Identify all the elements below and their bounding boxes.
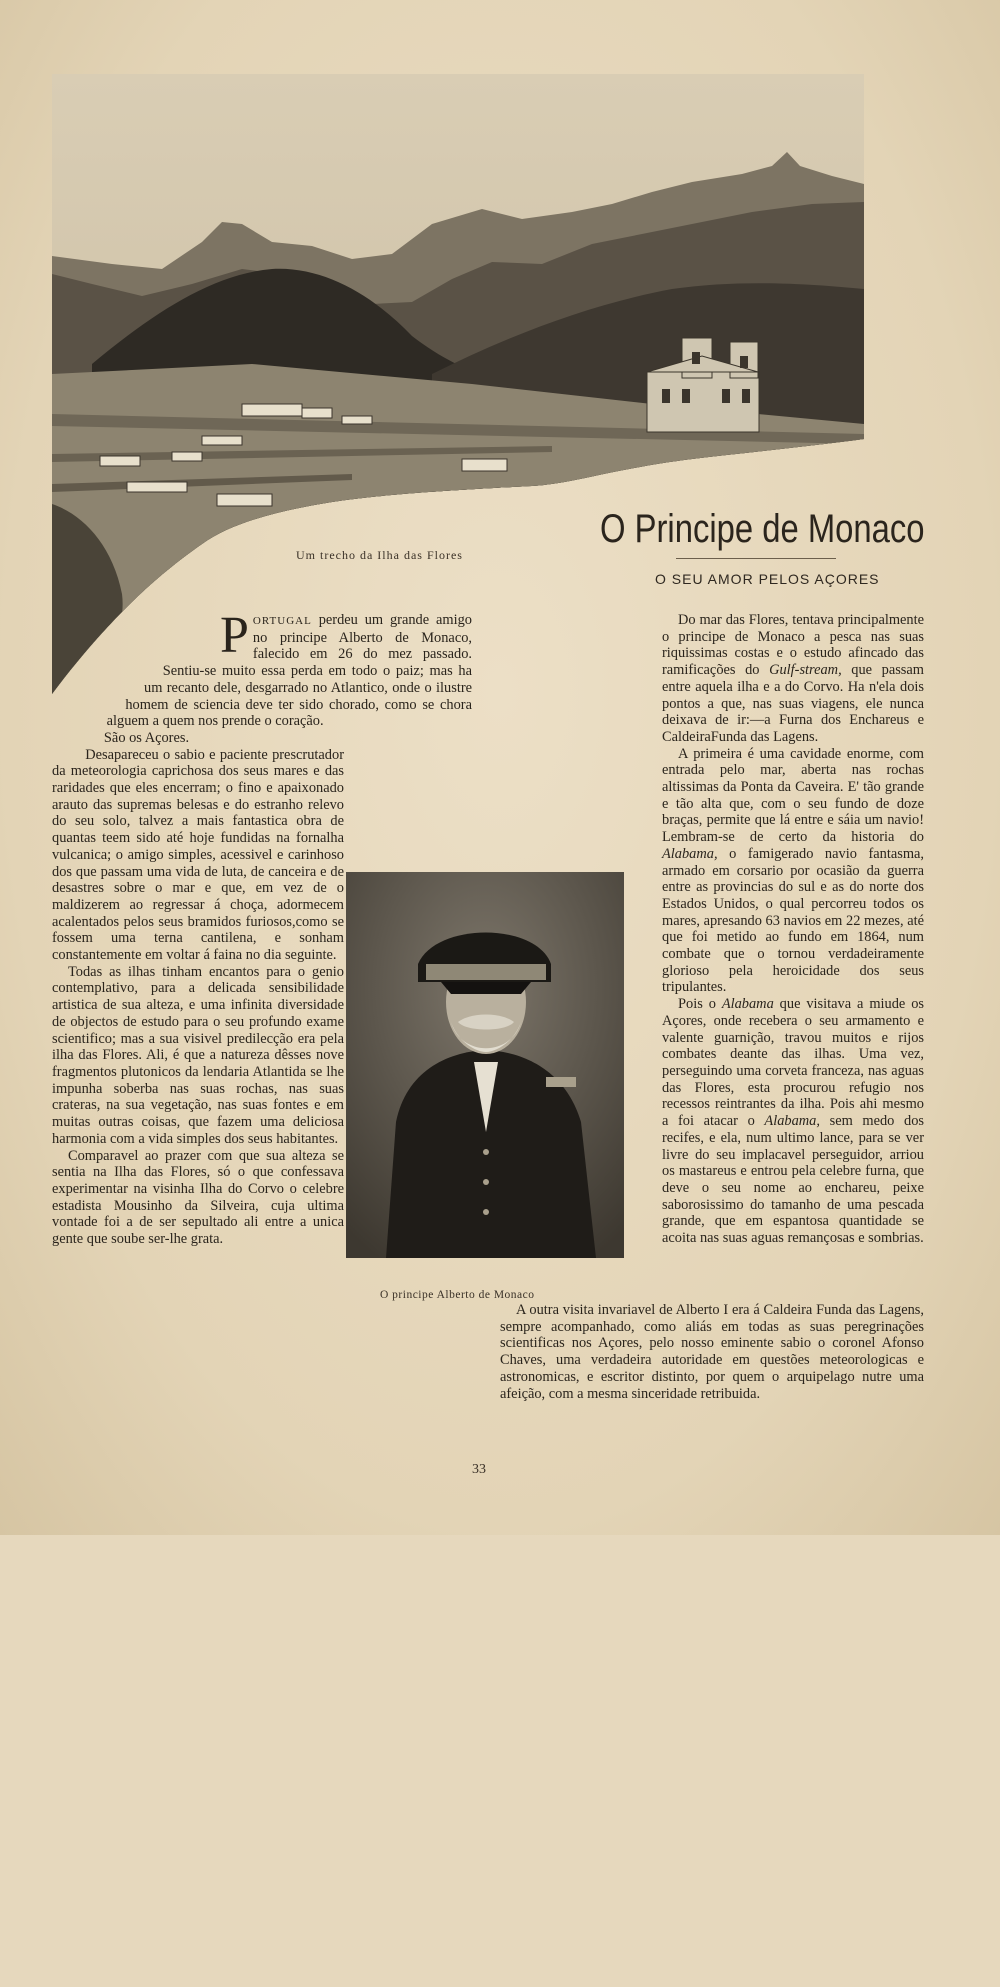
- portrait-caption: O principe Alberto de Monaco: [380, 1289, 535, 1301]
- article-subtitle: O SEU AMOR PELOS AÇORES: [655, 571, 880, 587]
- drop-cap: P: [220, 607, 249, 664]
- page-number: 33: [472, 1462, 486, 1477]
- left-paragraph-1: PORTUGAL perdeu um grande amigo no principe Alberto de Monaco, falecido em 26 do mez passado. Sentiu-se muito essa perda em todo o paiz; mas ha um recanto dele, desgarrado no Atlantico, onde o ilustre homem de sciencia deve ter sido chorado, como se chora alguem a quem nos prende o coração.: [106, 607, 472, 730]
- portrait-wrap-spacer: [502, 827, 662, 1987]
- left-paragraph-3: Desapareceu o sabio e paciente prescrutador da meteorologia caprichosa dos seus mares e das raridades que eles encerram; o fino e apaixonado arauto das supremas belesas e do estranho relevo do seu solo, talvez a mais fantastica obra de quantas teem sido até hoje fundidas na fornalha vulcanica; o amigo simples, acessivel e carinhoso dos que passam uma vida de luta, de canceira e de desastres sobre o mar e que, em vez de o maldizerem ao regressar á choça, adormecem acalentados pelos seus bramidos furiosos,como se fossem uma terna cantilena, e sonham constantemente em voltar á faina no dia seguinte.: [52, 746, 344, 964]
- landscape-photo-caption: Um trecho da Ilha das Flores: [296, 548, 463, 562]
- right-paragraph-3: Pois o Alabama que visitava a miude os Açores, onde recebera o seu armamento e valente guarnição, travou muitos e rijos combates deante das ilhas. Uma vez, perseguindo uma corveta franceza, nas aguas das Flores, esta procurou refugio nos recessos reintrantes da ilha. Pois ahi mesmo a foi atacar o Alabama, sem medo dos recifes, e ela, num ultimo lance, para se ver livre do seu implacavel perseguidor, arriou os mastareus e entrou pela celebre furna, que deve o seu nome ao enchareu, peixe saborosissimo do tamanho de uma pescada grande, que em espantosa quantidade se acoita nas suas aguas remançosas e sombrias.: [662, 996, 924, 1247]
- landscape-photo: [52, 74, 864, 704]
- title-divider: [676, 558, 836, 559]
- left-paragraph-5: Comparavel ao prazer com que sua alteza se sentia na Ilha das Flores, só o que confessava experimentar na visinha Ilha do Corvo o celebre estadista Mousinho da Silveira, cuja ultima vontade foi a de ser sepultado ali entre a unica gente que soube ser-lhe grata.: [52, 1147, 344, 1248]
- left-paragraph-2: São os Açores.: [103, 729, 190, 746]
- right-column: [502, 612, 924, 1987]
- right-paragraph-1: Do mar das Flores, tentava principalmente o principe de Monaco a pesca nas suas riquissimas costas e o estudo afincado das ramificações do Gulf-stream, que passam entre aquela ilha e a do Corvo. Ha n'ela dois pontos a que, nas suas viagens, ele nunca deixava de ir:—a Furna dos Enchareus e CaldeiraFunda das Lagens.: [662, 612, 924, 745]
- right-paragraph-2: A primeira é uma cavidade enorme, com entrada pelo mar, aberta nas rochas altissimas da Ponta da Caveira. E' tão grande e tão alta que, com o seu fundo de doze braças, permite que lá entre e sáia um navio! Lembram-se de certo da historia do Alabama, o famigerado navio fantasma, armado em corsario por ocasião da guerra entre as provincias do sul e as do norte dos Estados Unidos, o qual percorreu todos os mares, apresando 63 navios em 22 mezes, até que foi metido ao fundo em 1864, num combate que o tornou verdadeiramente glorioso pela heroicidade dos seus tripulantes.: [662, 745, 924, 996]
- right-paragraph-4: A outra visita invariavel de Alberto I era á Caldeira Funda das Lagens, sempre acompanhado, como aliás em todas as suas peregrinações scientificas nos Açores, pelo nosso eminente sabio o coronel Afonso Chaves, uma verdadeira autoridade em questões meteorologicas e astronomicas, e escritor distinto, por quem o arquipelago nutre uma afeição, com a mesma sinceridade retribuida.: [500, 1302, 924, 1402]
- left-paragraph-4: Todas as ilhas tinham encantos para o genio contemplativo, para a delicada sensibilidade artistica de sua alteza, e uma infinita diversidade de objectos de estudo para o seu profundo exame scientifico; mas a sua visivel predilecção era pela ilha das Flores. Ali, é que a natureza dêsses nove fragmentos plutonicos da lendaria Atlantida se lhe impunha soberba nas suas rochas, nas suas crateras, na sua vegetação, nas suas fontes e em muitas outras coisas, que fazem uma deliciosa harmonia com a vida simples dos seus habitantes.: [52, 963, 344, 1147]
- right-column-bottom: [500, 1302, 924, 1402]
- article-title: O Principe de Monaco: [600, 507, 925, 551]
